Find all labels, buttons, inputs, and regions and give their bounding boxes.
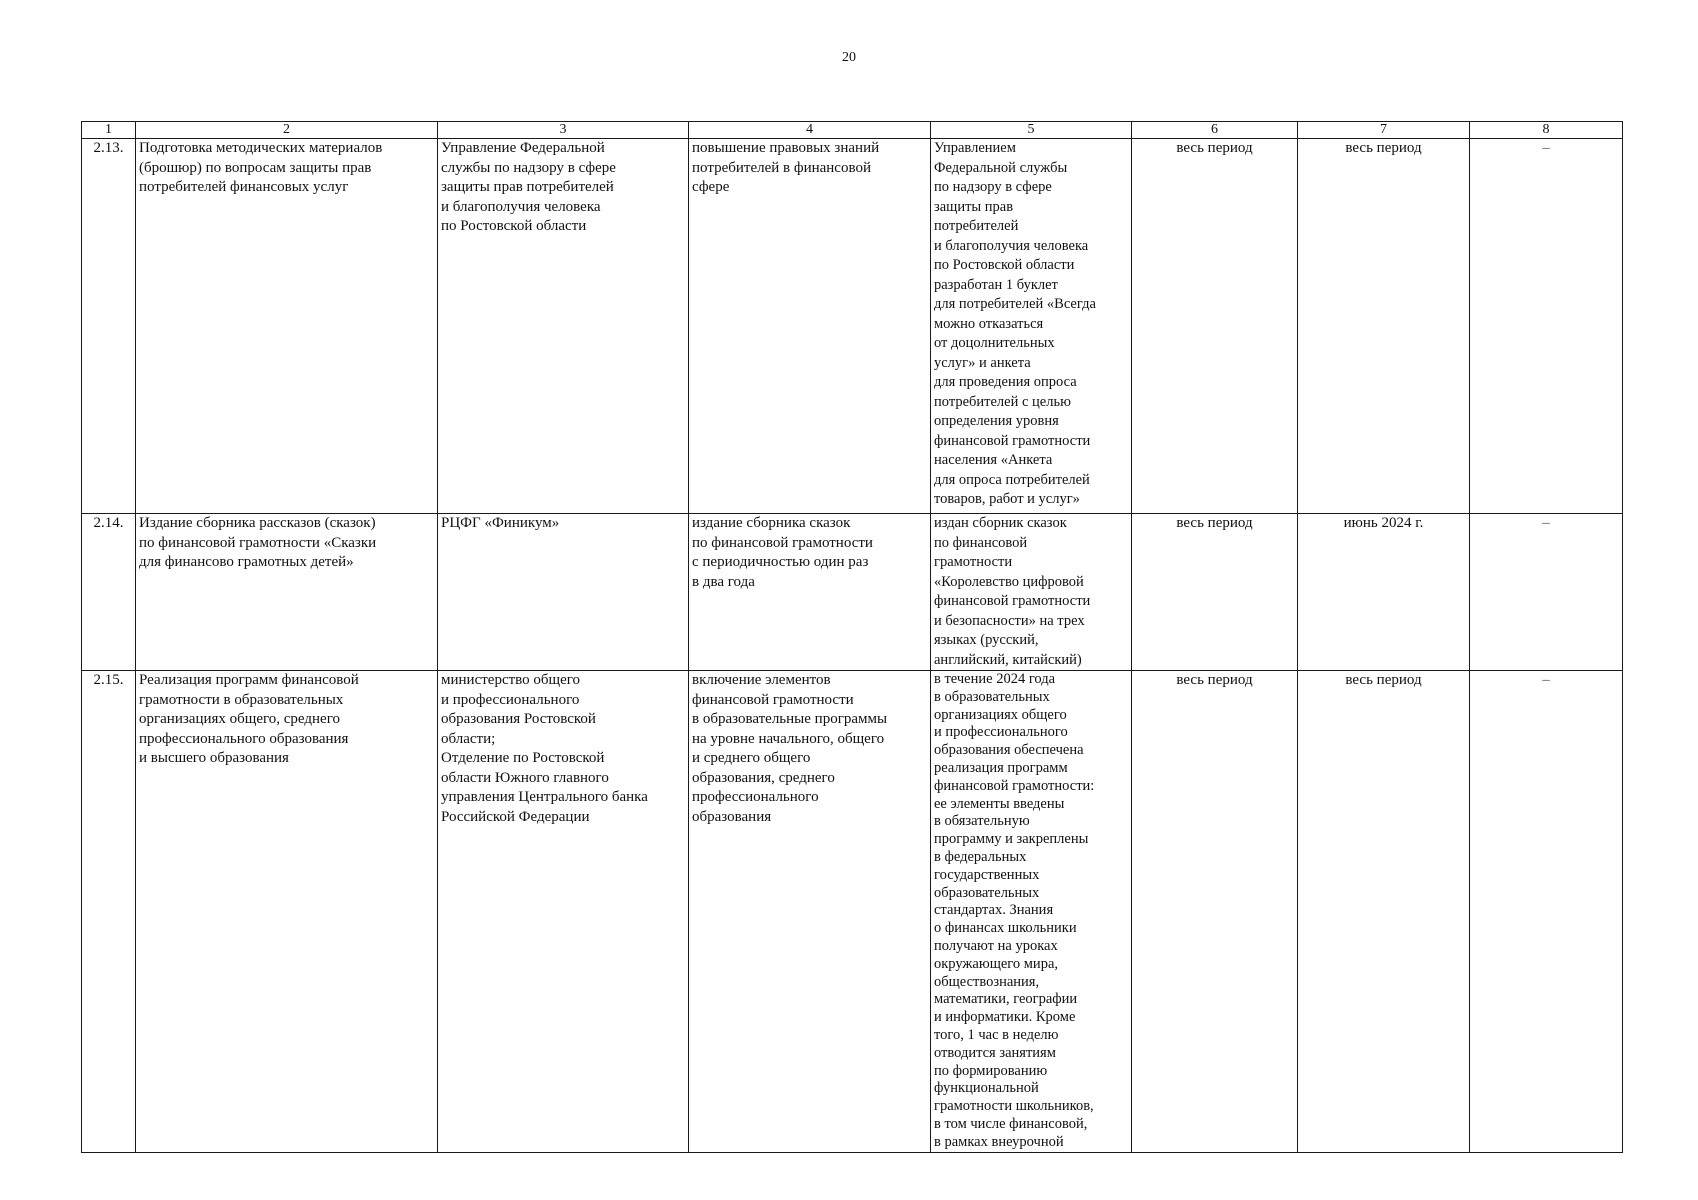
actual-period-cell: весь период <box>1298 671 1470 1153</box>
note-cell: – <box>1470 139 1623 514</box>
event-name-cell: Издание сборника рассказов (сказок) по финансовой грамотности «Сказки для финансово грамотных детей» <box>136 514 438 671</box>
implementation-info-cell: в течение 2024 года в образовательных организациях общего и профессионального образования обеспечена реализация программ финансовой грамотности: ее элементы введены в обязательную программу и закреплены в федеральных государственных образовательных стандартах. Знания о финансах школьники получают на уроках окружающего мира, обществознания, математики, географии и информатики. Кроме того, 1 час в неделю отводится занятиям по формированию функциональной грамотности школьников, в том числе финансовой, в рамках внеурочной <box>931 671 1132 1153</box>
column-header-5: 5 <box>931 122 1132 139</box>
column-header-1: 1 <box>82 122 136 139</box>
column-header-8: 8 <box>1470 122 1623 139</box>
executor-cell: министерство общего и профессионального образования Ростовской области; Отделение по Ростовской области Южного главного управления Центрального банка Российской Федерации <box>438 671 689 1153</box>
measures-table <box>81 121 1623 1153</box>
note-cell: – <box>1470 514 1623 671</box>
planned-period-cell: весь период <box>1132 514 1298 671</box>
column-header-4: 4 <box>689 122 931 139</box>
note-cell: – <box>1470 671 1623 1153</box>
planned-period-cell: весь период <box>1132 139 1298 514</box>
actual-period-cell: весь период <box>1298 139 1470 514</box>
planned-period-cell: весь период <box>1132 671 1298 1153</box>
actual-period-cell: июнь 2024 г. <box>1298 514 1470 671</box>
executor-cell: РЦФГ «Финикум» <box>438 514 689 671</box>
executor-cell: Управление Федеральной службы по надзору в сфере защиты прав потребителей и благополучия человека по Ростовской области <box>438 139 689 514</box>
column-header-2: 2 <box>136 122 438 139</box>
row-number: 2.13. <box>82 139 136 514</box>
page-number: 20 <box>842 50 856 65</box>
event-name-cell: Подготовка методических материалов (брошюр) по вопросам защиты прав потребителей финансовых услуг <box>136 139 438 514</box>
table-row <box>82 139 1623 514</box>
column-header-3: 3 <box>438 122 689 139</box>
row-number: 2.15. <box>82 671 136 1153</box>
expected-result-cell: повышение правовых знаний потребителей в финансовой сфере <box>689 139 931 514</box>
implementation-info-cell: Управлением Федеральной службы по надзору в сфере защиты прав потребителей и благополучия человека по Ростовской области разработан 1 буклет для потребителей «Всегда можно отказаться от доцолнительных услуг» и анкета для проведения опроса потребителей с целью определения уровня финансовой грамотности населения «Анкета для опроса потребителей товаров, работ и услуг» <box>931 139 1132 514</box>
table-row <box>82 514 1623 671</box>
column-header-7: 7 <box>1298 122 1470 139</box>
column-header-6: 6 <box>1132 122 1298 139</box>
expected-result-cell: включение элементов финансовой грамотности в образовательные программы на уровне начального, общего и среднего общего образования, среднего профессионального образования <box>689 671 931 1153</box>
table-row <box>82 671 1623 1153</box>
implementation-info-cell: издан сборник сказок по финансовой грамотности «Королевство цифровой финансовой грамотности и безопасности» на трех языках (русский, английский, китайский) <box>931 514 1132 671</box>
expected-result-cell: издание сборника сказок по финансовой грамотности с периодичностью один раз в два года <box>689 514 931 671</box>
column-number-row <box>82 122 1623 139</box>
event-name-cell: Реализация программ финансовой грамотности в образовательных организациях общего, среднего профессионального образования и высшего образования <box>136 671 438 1153</box>
row-number: 2.14. <box>82 514 136 671</box>
